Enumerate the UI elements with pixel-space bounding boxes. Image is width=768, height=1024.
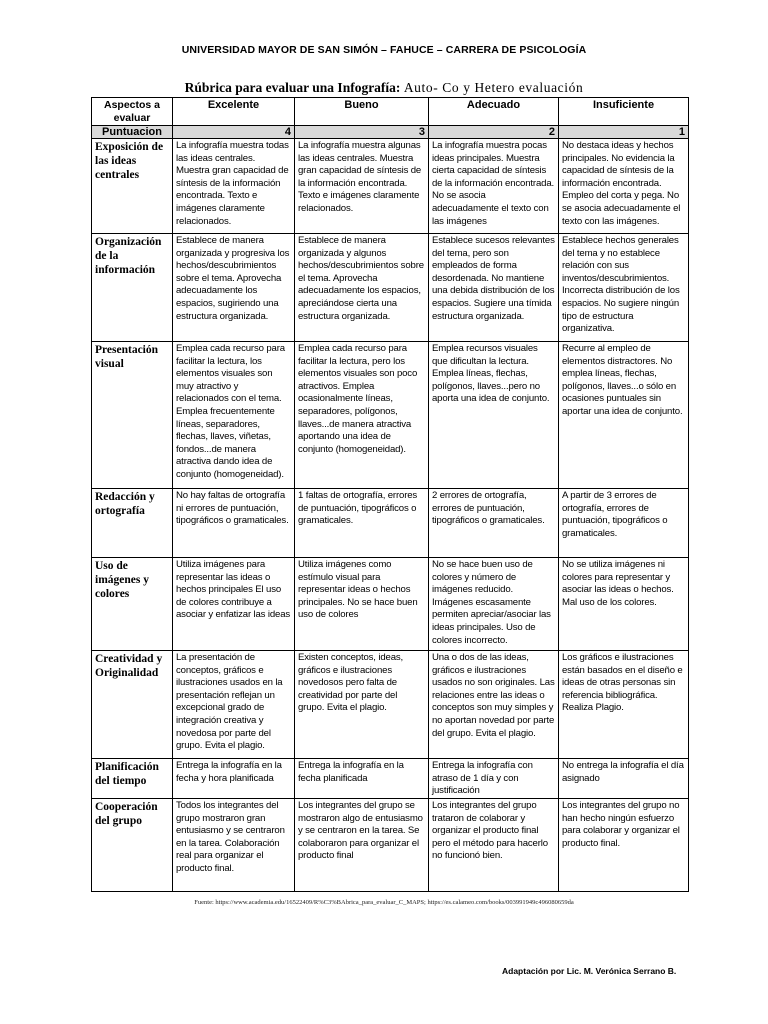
rubric-cell: Los integrantes del grupo no han hecho ningún esfuerzo para colaborar y organizar el producto final. xyxy=(559,799,689,892)
rubric-cell: No entrega la infografía el día asignado xyxy=(559,759,689,799)
table-row xyxy=(92,558,689,651)
rubric-cell: 1 faltas de ortografía, errores de puntuación, tipográficos o gramaticales. xyxy=(295,489,429,558)
score-label: Puntuacion xyxy=(92,126,173,139)
table-row xyxy=(92,139,689,234)
score-row xyxy=(92,126,689,139)
rubric-cell: Establece de manera organizada y algunos hechos/descubrimientos sobre el tema. Aprovecha adecuadamente los espacios, apreciándose cierta una estructura organizada. xyxy=(295,234,429,342)
rubric-cell: La infografía muestra algunas las ideas centrales. Muestra gran capacidad de síntesis de la información encontrada. Texto e imágenes claramente relacionados. xyxy=(295,139,429,234)
column-header-excelente: Excelente xyxy=(173,98,295,126)
rubric-cell: Utiliza imágenes para representar las ideas o hechos principales El uso de colores contribuye a asociar y enfatizar las ideas xyxy=(173,558,295,651)
rubric-cell: Todos los integrantes del grupo mostraron gran entusiasmo y se centraron en la tarea. Colaboración real para organizar el producto final. xyxy=(173,799,295,892)
rubric-cell: Recurre al empleo de elementos distractores. No emplea líneas, flechas, polígonos, llaves...o sólo en ocasiones puntuales sin aportar una idea de conjunto. xyxy=(559,342,689,489)
adaptation-credit: Adaptación por Lic. M. Verónica Serrano B. xyxy=(502,966,677,976)
aspect-label: Uso de imágenes y colores xyxy=(92,558,173,651)
rubric-cell: Utiliza imágenes como estímulo visual para representar ideas o hechos principales. No se hace buen uso de colores xyxy=(295,558,429,651)
source-note: Fuente: https://www.academia.edu/16522409/R%C3%BAbrica_para_evaluar_C_MAPS; https://es.calameo.com/books/003991949c496080659da xyxy=(194,899,574,906)
rubric-cell: Entrega la infografía en la fecha y hora planificada xyxy=(173,759,295,799)
rubric-cell: Emplea recursos visuales que dificultan la lectura. Emplea líneas, flechas, polígonos, llaves...pero no aporta una idea de conjunto. xyxy=(429,342,559,489)
rubric-cell: No hay faltas de ortografía ni errores de puntuación, tipográficos o gramaticales. xyxy=(173,489,295,558)
column-header-row xyxy=(92,98,689,126)
rubric-cell: 2 errores de ortografía, errores de puntuación, tipográficos o gramaticales. xyxy=(429,489,559,558)
rubric-cell: La presentación de conceptos, gráficos e ilustraciones usados en la presentación reflejan un excepcional grado de integración creativa y novedosa por parte del grupo. Evita el plagio. xyxy=(173,651,295,759)
rubric-cell: No se hace buen uso de colores y número de imágenes reducido. Imágenes escasamente permiten apreciar/asociar las ideas principales. Uso de colores incorrecto. xyxy=(429,558,559,651)
rubric-cell: Una o dos de las ideas, gráficos e ilustraciones usados no son originales. Las relaciones entre las ideas o conceptos son muy simples y no aportan novedad por parte del grupo. Evita el plagio. xyxy=(429,651,559,759)
rubric-cell: Entrega la infografía en la fecha planificada xyxy=(295,759,429,799)
title-subtitle: Auto- Co y Hetero evaluación xyxy=(403,80,584,95)
rubric-cell: Emplea cada recurso para facilitar la lectura, los elementos visuales son muy atractivo y relacionados con el tema. Emplea frecuentemente líneas, separadores, flechas, llaves, viñetas, fondos...de manera atractiva dando idea de conjunto (homogeneidad). xyxy=(173,342,295,489)
table-row xyxy=(92,489,689,558)
document-title xyxy=(0,80,768,96)
rubric-cell: No se utiliza imágenes ni colores para representar y asociar las ideas o hechos. Mal uso de los colores. xyxy=(559,558,689,651)
table-row xyxy=(92,651,689,759)
table-row xyxy=(92,799,689,892)
column-header-insuficiente: Insuficiente xyxy=(559,98,689,126)
aspect-header: Aspectos a evaluar xyxy=(92,98,173,126)
rubric-cell: La infografía muestra pocas ideas principales. Muestra cierta capacidad de síntesis de la información encontrada. No se asocia adecuadamente el texto con las imágenes xyxy=(429,139,559,234)
aspect-label: Planificación del tiempo xyxy=(92,759,173,799)
rubric-table xyxy=(91,97,689,892)
rubric-cell: Establece de manera organizada y progresiva los hechos/descubrimientos sobre el tema. Aprovecha adecuadamente los espacios, sugiriendo una estructura organizada. xyxy=(173,234,295,342)
title-main: Rúbrica para evaluar una Infografía: xyxy=(184,80,401,95)
rubric-cell: No destaca ideas y hechos principales. No evidencia la capacidad de síntesis de la información encontrada. Empleo del corta y pega. No se asocia adecuadamente el texto con las imágenes. xyxy=(559,139,689,234)
table-row xyxy=(92,759,689,799)
score-value: 2 xyxy=(429,126,559,139)
rubric-cell: Establece sucesos relevantes del tema, pero son empleados de forma desordenada. No mantiene una debida distribución de los espacios. Sugiere una tímida estructura organizada. xyxy=(429,234,559,342)
rubric-cell: Existen conceptos, ideas, gráficos e ilustraciones novedosos pero falta de creatividad por parte del grupo. Evita el plagio. xyxy=(295,651,429,759)
rubric-cell: Los integrantes del grupo trataron de colaborar y organizar el producto final pero el método para hacerlo no funcionó bien. xyxy=(429,799,559,892)
table-row xyxy=(92,342,689,489)
table-row xyxy=(92,234,689,342)
rubric-cell: Establece hechos generales del tema y no establece relación con sus inventos/descubrimientos. Incorrecta distribución de los espacios. No sugiere ningún tipo de estructura organizativa. xyxy=(559,234,689,342)
rubric-cell: Los integrantes del grupo se mostraron algo de entusiasmo y se centraron en la tarea. Se colaboraron para organizar el producto final xyxy=(295,799,429,892)
score-value: 3 xyxy=(295,126,429,139)
aspect-label: Presentación visual xyxy=(92,342,173,489)
column-header-adecuado: Adecuado xyxy=(429,98,559,126)
aspect-label: Cooperación del grupo xyxy=(92,799,173,892)
aspect-label: Organización de la información xyxy=(92,234,173,342)
rubric-cell: La infografía muestra todas las ideas centrales. Muestra gran capacidad de síntesis de la información encontrada. Texto e imágenes claramente relacionados. xyxy=(173,139,295,234)
score-value: 4 xyxy=(173,126,295,139)
rubric-cell: A partir de 3 errores de ortografía, errores de puntuación, tipográficos o gramaticales. xyxy=(559,489,689,558)
rubric-cell: Los gráficos e ilustraciones están basados en el diseño e ideas de otras personas sin referencia bibliográfica. Realiza Plagio. xyxy=(559,651,689,759)
aspect-label: Redacción y ortografía xyxy=(92,489,173,558)
university-header: UNIVERSIDAD MAYOR DE SAN SIMÓN – FAHUCE – CARRERA DE PSICOLOGÍA xyxy=(181,44,587,56)
rubric-cell: Entrega la infografía con atraso de 1 día y con justificación xyxy=(429,759,559,799)
rubric-cell: Emplea cada recurso para facilitar la lectura, pero los elementos visuales son poco atractivos. Emplea ocasionalmente líneas, separadores, polígonos, llaves...de manera atractiva aportando una idea de conjunto (homogeneidad). xyxy=(295,342,429,489)
aspect-label: Creatividad y Originalidad xyxy=(92,651,173,759)
aspect-label: Exposición de las ideas centrales xyxy=(92,139,173,234)
column-header-bueno: Bueno xyxy=(295,98,429,126)
score-value: 1 xyxy=(559,126,689,139)
